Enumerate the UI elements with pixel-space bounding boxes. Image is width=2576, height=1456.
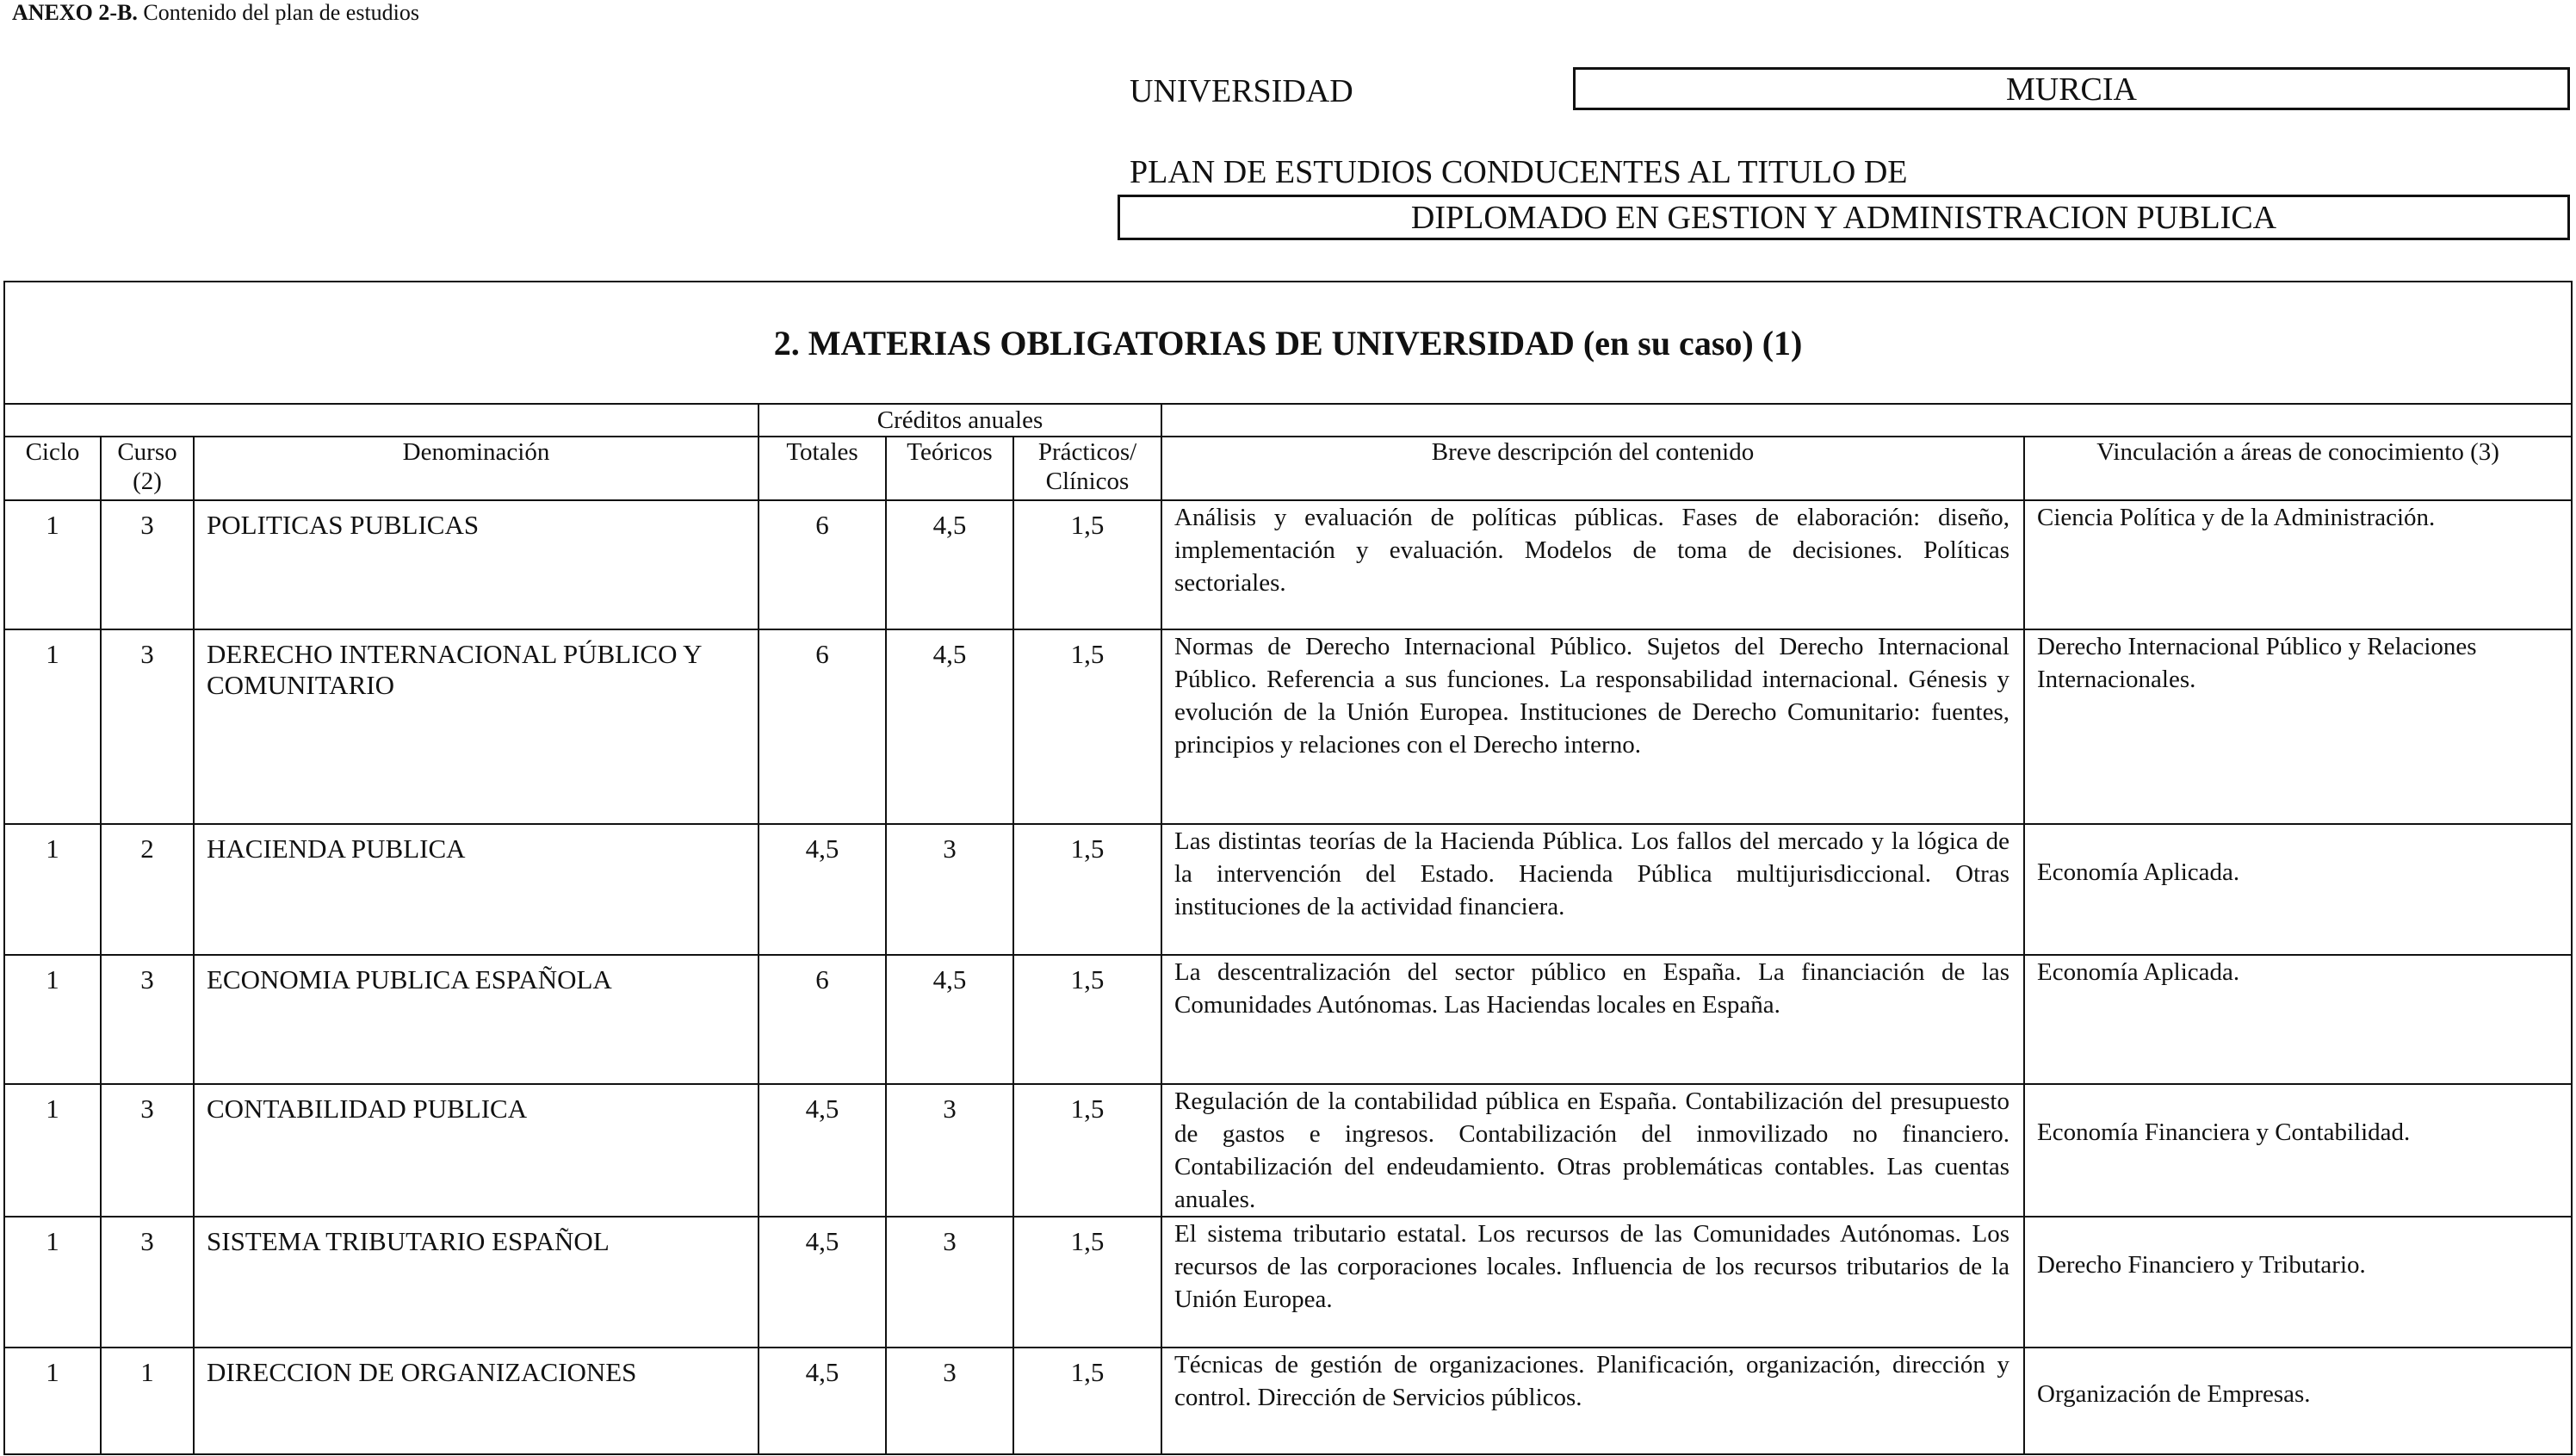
plan-title-box: DIPLOMADO EN GESTION Y ADMINISTRACION PUBLICA <box>1118 195 2570 240</box>
cell-teoricos: 4,5 <box>886 500 1013 629</box>
cell-denominacion: POLITICAS PUBLICAS <box>194 500 759 629</box>
col-curso-label: Curso <box>117 438 177 466</box>
cell-vinculacion: Economía Aplicada. <box>2024 955 2572 1084</box>
cell-practicos: 1,5 <box>1013 629 1161 824</box>
cell-descripcion: Normas de Derecho Internacional Público. Sujetos del Derecho Internacional Público. Referencia a sus funciones. La responsabilidad internacional. Génesis y evolución de la Unión Europea. Instituciones de Derecho Comunitario: fuentes, principios y relaciones con el Derecho interno. <box>1161 629 2024 824</box>
table-row <box>4 1348 2572 1454</box>
cell-descripcion: Análisis y evaluación de políticas públicas. Fases de elaboración: diseño, implementación y evaluación. Modelos de toma de decisiones. Políticas sectoriales. <box>1161 500 2024 629</box>
cell-totales: 6 <box>759 629 886 824</box>
col-clinicos-label: Clínicos <box>1045 468 1130 495</box>
annex-number: ANEXO 2-B. <box>12 0 138 25</box>
universidad-label: UNIVERSIDAD <box>1130 73 1353 109</box>
cell-descripcion: Las distintas teorías de la Hacienda Pública. Los fallos del mercado y la lógica de la intervención del Estado. Hacienda Pública multijurisdiccional. Otras instituciones de la actividad financiera. <box>1161 824 2024 955</box>
col-practicos-label: Prácticos/ <box>1037 438 1137 466</box>
cell-denominacion: DIRECCION DE ORGANIZACIONES <box>194 1348 759 1454</box>
col-vinculacion: Vinculación a áreas de conocimiento (3) <box>2024 437 2572 500</box>
table-row <box>4 629 2572 824</box>
cell-curso: 3 <box>101 1084 194 1217</box>
cell-ciclo: 1 <box>4 629 101 824</box>
annex-text: Contenido del plan de estudios <box>137 0 420 25</box>
cell-vinculacion: Organización de Empresas. <box>2024 1348 2572 1454</box>
col-teoricos: Teóricos <box>886 437 1013 500</box>
cell-vinculacion: Ciencia Política y de la Administración. <box>2024 500 2572 629</box>
creditos-spacer-left <box>4 404 759 437</box>
cell-teoricos: 4,5 <box>886 629 1013 824</box>
cell-denominacion: SISTEMA TRIBUTARIO ESPAÑOL <box>194 1217 759 1348</box>
cell-practicos: 1,5 <box>1013 1217 1161 1348</box>
cell-denominacion: HACIENDA PUBLICA <box>194 824 759 955</box>
cell-curso: 2 <box>101 824 194 955</box>
cell-totales: 4,5 <box>759 824 886 955</box>
cell-teoricos: 3 <box>886 1084 1013 1217</box>
cell-descripcion: La descentralización del sector público en España. La financiación de las Comunidades Autónomas. Las Haciendas locales en España. <box>1161 955 2024 1084</box>
col-ciclo: Ciclo <box>4 437 101 500</box>
table-title: 2. MATERIAS OBLIGATORIAS DE UNIVERSIDAD (en su caso) (1) <box>4 282 2572 404</box>
cell-curso: 3 <box>101 629 194 824</box>
cell-totales: 6 <box>759 500 886 629</box>
cell-descripcion: Técnicas de gestión de organizaciones. Planificación, organización, dirección y control. Dirección de Servicios públicos. <box>1161 1348 2024 1454</box>
col-descripcion: Breve descripción del contenido <box>1161 437 2024 500</box>
cell-practicos: 1,5 <box>1013 1348 1161 1454</box>
cell-totales: 4,5 <box>759 1084 886 1217</box>
col-curso <box>101 437 194 500</box>
cell-ciclo: 1 <box>4 1348 101 1454</box>
cell-ciclo: 1 <box>4 1084 101 1217</box>
cell-descripcion: Regulación de la contabilidad pública en España. Contabilización del presupuesto de gastos e ingresos. Contabilización del inmovilizado no financiero. Contabilización del endeudamiento. Otras problemáticas contables. Las cuentas anuales. <box>1161 1084 2024 1217</box>
cell-totales: 6 <box>759 955 886 1084</box>
annex-heading <box>12 0 419 26</box>
col-denominacion: Denominación <box>194 437 759 500</box>
table-row <box>4 1217 2572 1348</box>
cell-practicos: 1,5 <box>1013 824 1161 955</box>
cell-vinculacion: Economía Financiera y Contabilidad. <box>2024 1084 2572 1217</box>
cell-ciclo: 1 <box>4 824 101 955</box>
cell-totales: 4,5 <box>759 1217 886 1348</box>
cell-denominacion: DERECHO INTERNACIONAL PÚBLICO Y COMUNITARIO <box>194 629 759 824</box>
column-header-row <box>4 437 2572 500</box>
cell-practicos: 1,5 <box>1013 500 1161 629</box>
creditos-header: Créditos anuales <box>759 404 1161 437</box>
cell-ciclo: 1 <box>4 955 101 1084</box>
cell-vinculacion: Economía Aplicada. <box>2024 824 2572 955</box>
col-totales: Totales <box>759 437 886 500</box>
cell-vinculacion: Derecho Financiero y Tributario. <box>2024 1217 2572 1348</box>
col-practicos <box>1013 437 1161 500</box>
table-row <box>4 500 2572 629</box>
cell-totales: 4,5 <box>759 1348 886 1454</box>
cell-denominacion: ECONOMIA PUBLICA ESPAÑOLA <box>194 955 759 1084</box>
cell-descripcion: El sistema tributario estatal. Los recursos de las Comunidades Autónomas. Los recursos de las corporaciones locales. Influencia de los recursos tributarios de la Unión Europea. <box>1161 1217 2024 1348</box>
creditos-spacer-right <box>1161 404 2572 437</box>
table-row <box>4 824 2572 955</box>
cell-practicos: 1,5 <box>1013 1084 1161 1217</box>
table-row <box>4 1084 2572 1217</box>
cell-curso: 1 <box>101 1348 194 1454</box>
universidad-value-box: MURCIA <box>1573 67 2570 110</box>
cell-practicos: 1,5 <box>1013 955 1161 1084</box>
cell-vinculacion: Derecho Internacional Público y Relaciones Internacionales. <box>2024 629 2572 824</box>
cell-ciclo: 1 <box>4 1217 101 1348</box>
col-curso-note: (2) <box>133 468 162 495</box>
cell-teoricos: 4,5 <box>886 955 1013 1084</box>
cell-curso: 3 <box>101 955 194 1084</box>
cell-denominacion: CONTABILIDAD PUBLICA <box>194 1084 759 1217</box>
cell-curso: 3 <box>101 500 194 629</box>
plan-label: PLAN DE ESTUDIOS CONDUCENTES AL TITULO DE <box>1130 154 1908 190</box>
cell-curso: 3 <box>101 1217 194 1348</box>
table-row <box>4 955 2572 1084</box>
cell-teoricos: 3 <box>886 1217 1013 1348</box>
cell-teoricos: 3 <box>886 824 1013 955</box>
cell-teoricos: 3 <box>886 1348 1013 1454</box>
cell-ciclo: 1 <box>4 500 101 629</box>
materias-table <box>3 281 2573 1455</box>
